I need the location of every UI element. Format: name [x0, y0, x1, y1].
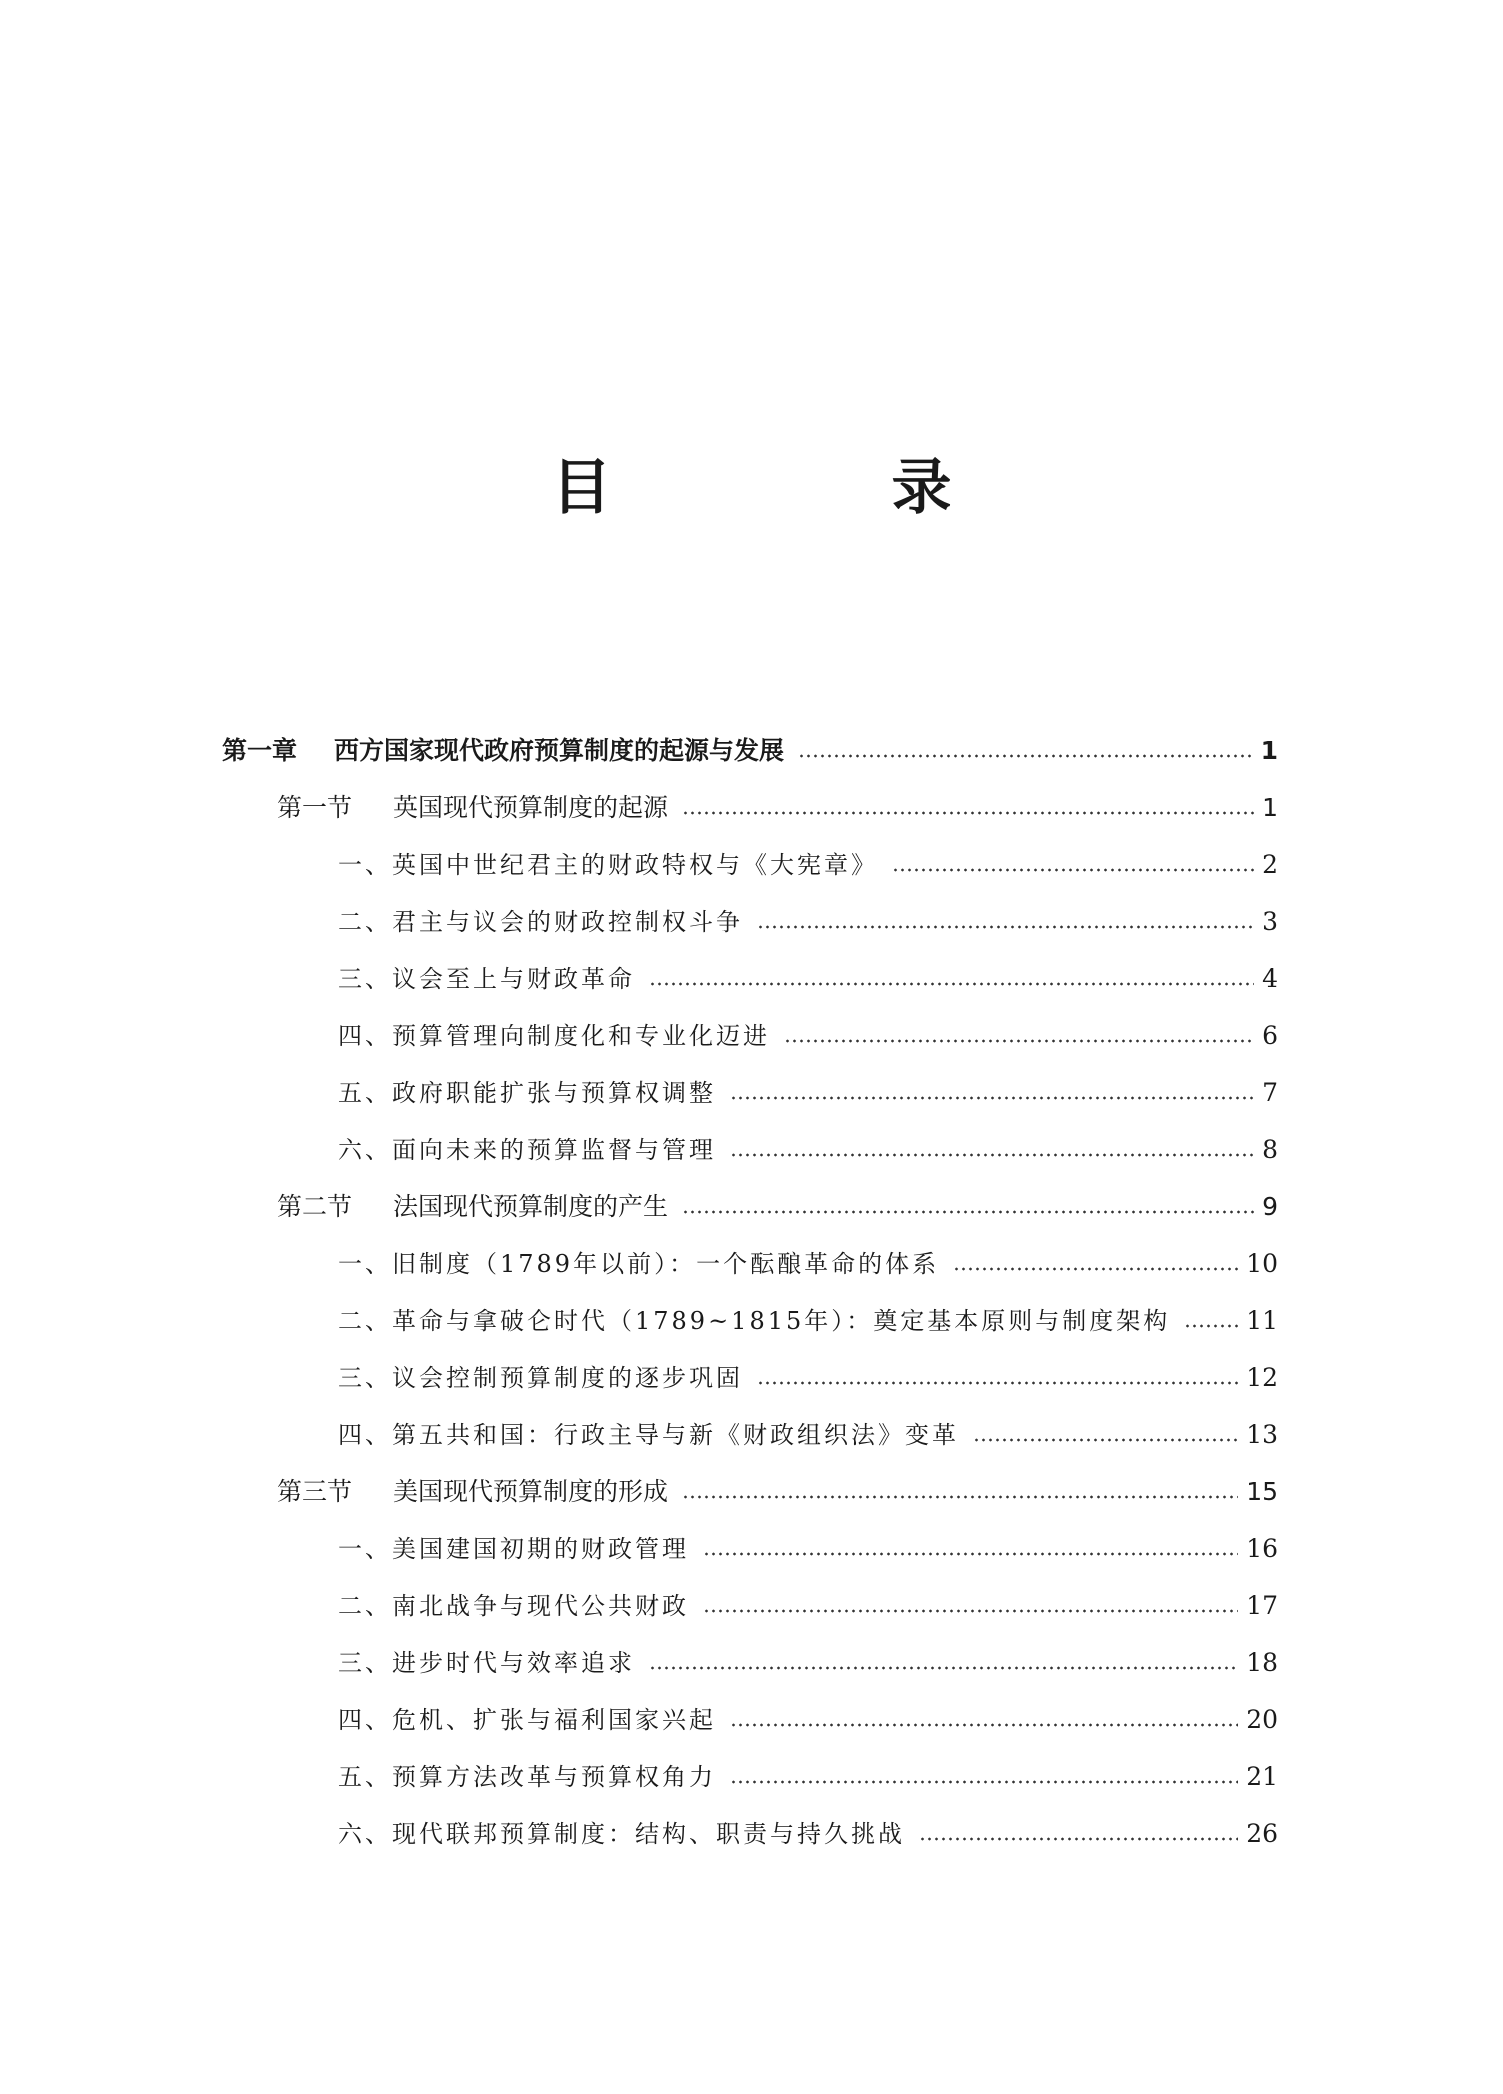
toc-label: 英国现代预算制度的起源 — [393, 793, 669, 822]
dot-leader — [649, 1666, 1238, 1670]
toc-label: 四、危机、扩张与福利国家兴起 — [338, 1706, 716, 1734]
toc-number: 第二节 — [277, 1192, 353, 1221]
toc-label: 一、美国建国初期的财政管理 — [338, 1535, 689, 1563]
toc-item[interactable] — [338, 1817, 1278, 1851]
toc-label: 四、预算管理向制度化和专业化迈进 — [338, 1022, 770, 1050]
toc-page-number: 9 — [1262, 1192, 1278, 1221]
toc-item[interactable] — [338, 1133, 1278, 1167]
toc-section-1[interactable] — [277, 791, 1278, 825]
dot-leader — [682, 811, 1254, 815]
dot-leader — [682, 1210, 1254, 1214]
toc-page-number: 26 — [1246, 1819, 1278, 1848]
toc-item[interactable] — [338, 905, 1278, 939]
dot-leader — [892, 868, 1254, 872]
toc-label: 三、议会控制预算制度的逐步巩固 — [338, 1364, 743, 1392]
dot-leader — [798, 754, 1253, 758]
toc-label: 六、面向未来的预算监督与管理 — [338, 1136, 716, 1164]
toc-item[interactable] — [338, 1019, 1278, 1053]
toc-number: 第一节 — [277, 793, 353, 822]
toc-label: 六、现代联邦预算制度：结构、职责与持久挑战 — [338, 1820, 905, 1848]
toc-label: 四、第五共和国：行政主导与新《财政组织法》变革 — [338, 1421, 959, 1449]
toc-page-number: 1 — [1260, 736, 1278, 765]
toc-item[interactable] — [338, 1418, 1278, 1452]
toc-label: 五、政府职能扩张与预算权调整 — [338, 1079, 716, 1107]
toc-item[interactable] — [338, 1247, 1278, 1281]
toc-label: 五、预算方法改革与预算权角力 — [338, 1763, 716, 1791]
toc-page-number: 12 — [1246, 1363, 1278, 1392]
toc-label: 二、君主与议会的财政控制权斗争 — [338, 908, 743, 936]
toc-page-number: 6 — [1262, 1021, 1278, 1050]
dot-leader — [730, 1096, 1254, 1100]
page-title: 目 录 — [551, 453, 1062, 523]
dot-leader — [1184, 1324, 1238, 1328]
dot-leader — [703, 1609, 1238, 1613]
toc-page-number: 20 — [1246, 1705, 1278, 1734]
toc-label: 三、进步时代与效率追求 — [338, 1649, 635, 1677]
toc-page-number: 17 — [1246, 1591, 1278, 1620]
toc-page-number: 11 — [1246, 1306, 1278, 1335]
toc-item[interactable] — [338, 848, 1278, 882]
toc-section-3[interactable] — [277, 1475, 1278, 1509]
toc-label: 二、革命与拿破仑时代（1789~1815年）：奠定基本原则与制度架构 — [338, 1307, 1171, 1335]
toc-page-number: 8 — [1262, 1135, 1278, 1164]
toc-page-number: 4 — [1262, 964, 1278, 993]
toc-page-number: 21 — [1246, 1762, 1278, 1791]
toc-number: 第三节 — [277, 1477, 353, 1506]
toc-item[interactable] — [338, 1646, 1278, 1680]
toc-page-number: 1 — [1262, 793, 1278, 822]
toc-label: 一、旧制度（1789年以前）：一个酝酿革命的体系 — [338, 1250, 940, 1278]
toc-item[interactable] — [338, 1760, 1278, 1794]
toc-chapter-1[interactable] — [222, 734, 1278, 768]
dot-leader — [730, 1153, 1254, 1157]
toc-item[interactable] — [338, 1076, 1278, 1110]
toc-item[interactable] — [338, 1304, 1278, 1338]
toc-label: 一、英国中世纪君主的财政特权与《大宪章》 — [338, 851, 878, 879]
dot-leader — [703, 1552, 1238, 1556]
toc-item[interactable] — [338, 962, 1278, 996]
toc-item[interactable] — [338, 1361, 1278, 1395]
toc-page-number: 7 — [1262, 1078, 1278, 1107]
dot-leader — [730, 1723, 1238, 1727]
dot-leader — [682, 1495, 1238, 1499]
toc-number: 第一章 — [222, 736, 298, 765]
dot-leader — [757, 1381, 1238, 1385]
toc-label: 法国现代预算制度的产生 — [393, 1192, 669, 1221]
dot-leader — [730, 1780, 1238, 1784]
dot-leader — [757, 925, 1254, 929]
dot-leader — [919, 1837, 1238, 1841]
toc-item[interactable] — [338, 1589, 1278, 1623]
toc-page-number: 2 — [1262, 850, 1278, 879]
toc-page-number: 16 — [1246, 1534, 1278, 1563]
toc-label: 西方国家现代政府预算制度的起源与发展 — [334, 736, 785, 765]
toc-item[interactable] — [338, 1703, 1278, 1737]
toc-page-number: 15 — [1246, 1477, 1278, 1506]
dot-leader — [973, 1438, 1238, 1442]
toc-page-number: 10 — [1246, 1249, 1278, 1278]
toc-label: 美国现代预算制度的形成 — [393, 1477, 669, 1506]
dot-leader — [649, 982, 1254, 986]
dot-leader — [784, 1039, 1254, 1043]
toc-page-number: 3 — [1262, 907, 1278, 936]
toc-label: 三、议会至上与财政革命 — [338, 965, 635, 993]
toc-label: 二、南北战争与现代公共财政 — [338, 1592, 689, 1620]
dot-leader — [953, 1267, 1238, 1271]
toc-page-number: 18 — [1246, 1648, 1278, 1677]
toc-item[interactable] — [338, 1532, 1278, 1566]
toc-page-number: 13 — [1246, 1420, 1278, 1449]
toc-section-2[interactable] — [277, 1190, 1278, 1224]
